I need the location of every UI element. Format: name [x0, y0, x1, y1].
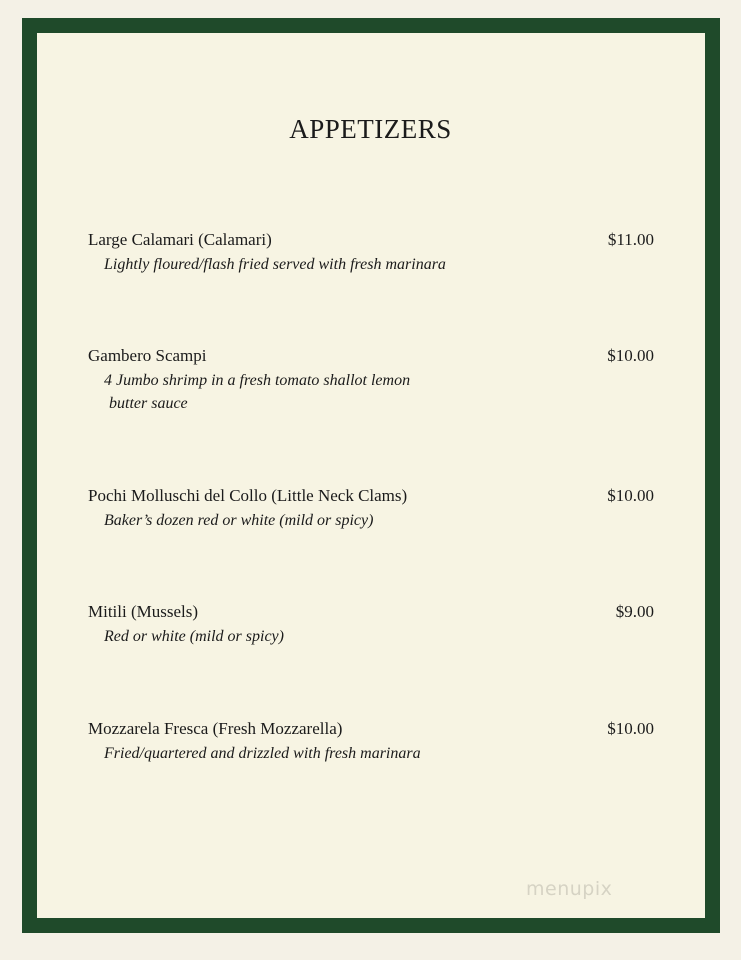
item-price: $9.00 — [615, 602, 654, 621]
item-name: Pochi Molluschi del Collo (Little Neck Clams) — [88, 486, 408, 505]
description-line: Red or white (mild or spicy) — [104, 628, 284, 645]
item-name: Large Calamari (Calamari) — [88, 230, 272, 249]
description-line: Fried/quartered and drizzled with fresh marinara — [104, 745, 421, 762]
item-price: $10.00 — [607, 486, 654, 505]
item-price: $10.00 — [607, 346, 654, 365]
item-description — [104, 509, 484, 532]
item-name: Mitili (Mussels) — [88, 602, 199, 621]
item-name: Gambero Scampi — [88, 346, 207, 365]
description-line: Baker’s dozen red or white (mild or spicy) — [104, 512, 374, 529]
description-line: Lightly floured/flash fried served with fresh marinara — [104, 256, 446, 273]
menu-border-frame — [22, 18, 720, 933]
item-price: $11.00 — [607, 230, 654, 249]
item-description — [104, 742, 484, 765]
description-line: 4 Jumbo shrimp in a fresh tomato shallot lemon — [104, 372, 411, 389]
item-price: $10.00 — [607, 719, 654, 738]
item-description — [104, 369, 484, 415]
item-description — [104, 625, 484, 648]
section-title: APPETIZERS — [289, 114, 452, 144]
item-name: Mozzarela Fresca (Fresh Mozzarella) — [88, 719, 343, 738]
item-description — [104, 253, 484, 276]
description-line: butter sauce — [109, 395, 188, 412]
watermark-logo: menupix — [526, 878, 613, 900]
